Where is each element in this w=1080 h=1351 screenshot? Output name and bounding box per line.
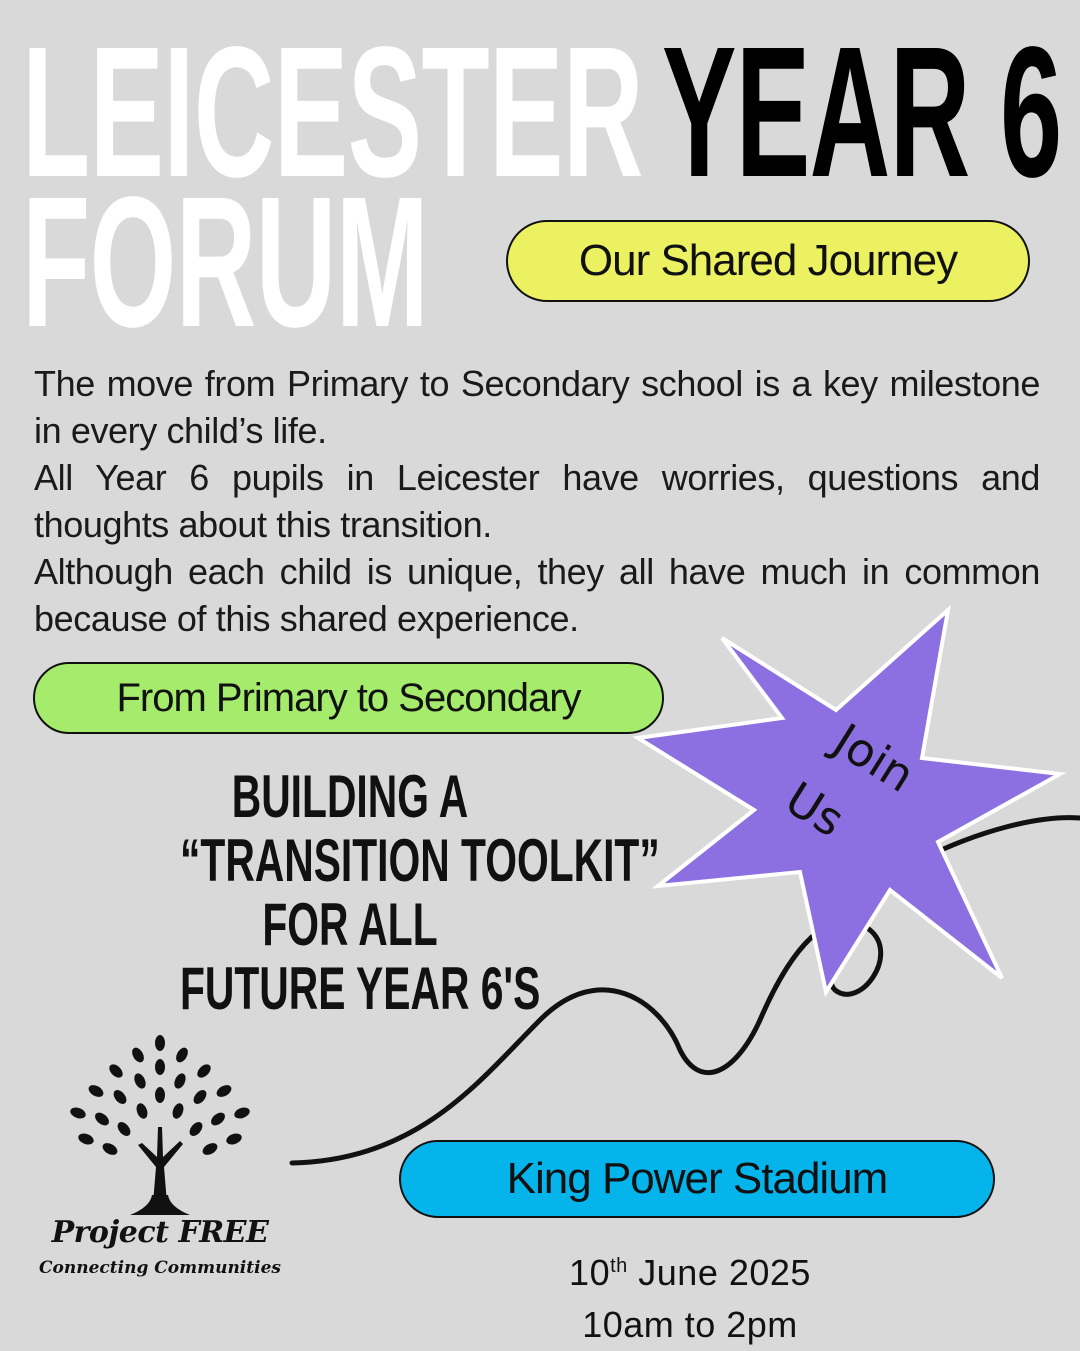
join-us-line2: Us	[776, 771, 854, 848]
join-us-line1: Join	[824, 712, 924, 803]
title-forum: FORUM	[22, 159, 429, 366]
project-free-logo	[30, 1035, 290, 1278]
event-day: 10	[569, 1252, 611, 1293]
event-date-time	[540, 1240, 840, 1351]
logo-name: Project FREE	[51, 1215, 269, 1250]
venue-pill: King Power Stadium	[399, 1140, 995, 1218]
title-year-6: YEAR 6	[662, 9, 1062, 216]
intro-paragraph-2: All Year 6 pupils in Leicester have worries, questions and thoughts about this transition.	[34, 457, 1040, 545]
toolkit-line-3: FOR ALL	[262, 891, 438, 958]
logo-tagline: Connecting Communities	[39, 1258, 281, 1278]
toolkit-line-2: “TRANSITION TOOLKIT”	[180, 827, 660, 894]
intro-paragraph-1: The move from Primary to Secondary school is a key milestone in every child’s life.	[34, 363, 1040, 451]
join-us-starburst	[630, 590, 1070, 1010]
event-date	[540, 1240, 840, 1299]
toolkit-line-1: BUILDING A	[231, 763, 469, 830]
toolkit-heading	[100, 763, 660, 1022]
intro-text	[34, 360, 1040, 642]
tree-icon	[30, 1035, 290, 1215]
shared-journey-pill: Our Shared Journey	[506, 220, 1030, 302]
title-leicester: LEICESTER	[22, 9, 643, 216]
intro-paragraph-3: Although each child is unique, they all have much in common because of this shared experience.	[34, 551, 1040, 639]
primary-to-secondary-pill: From Primary to Secondary	[33, 662, 664, 734]
event-time: 10am to 2pm	[582, 1304, 798, 1345]
event-month-year: June 2025	[627, 1252, 811, 1293]
toolkit-line-4: FUTURE YEAR 6'S	[180, 955, 541, 1022]
event-day-suffix: th	[610, 1255, 628, 1277]
